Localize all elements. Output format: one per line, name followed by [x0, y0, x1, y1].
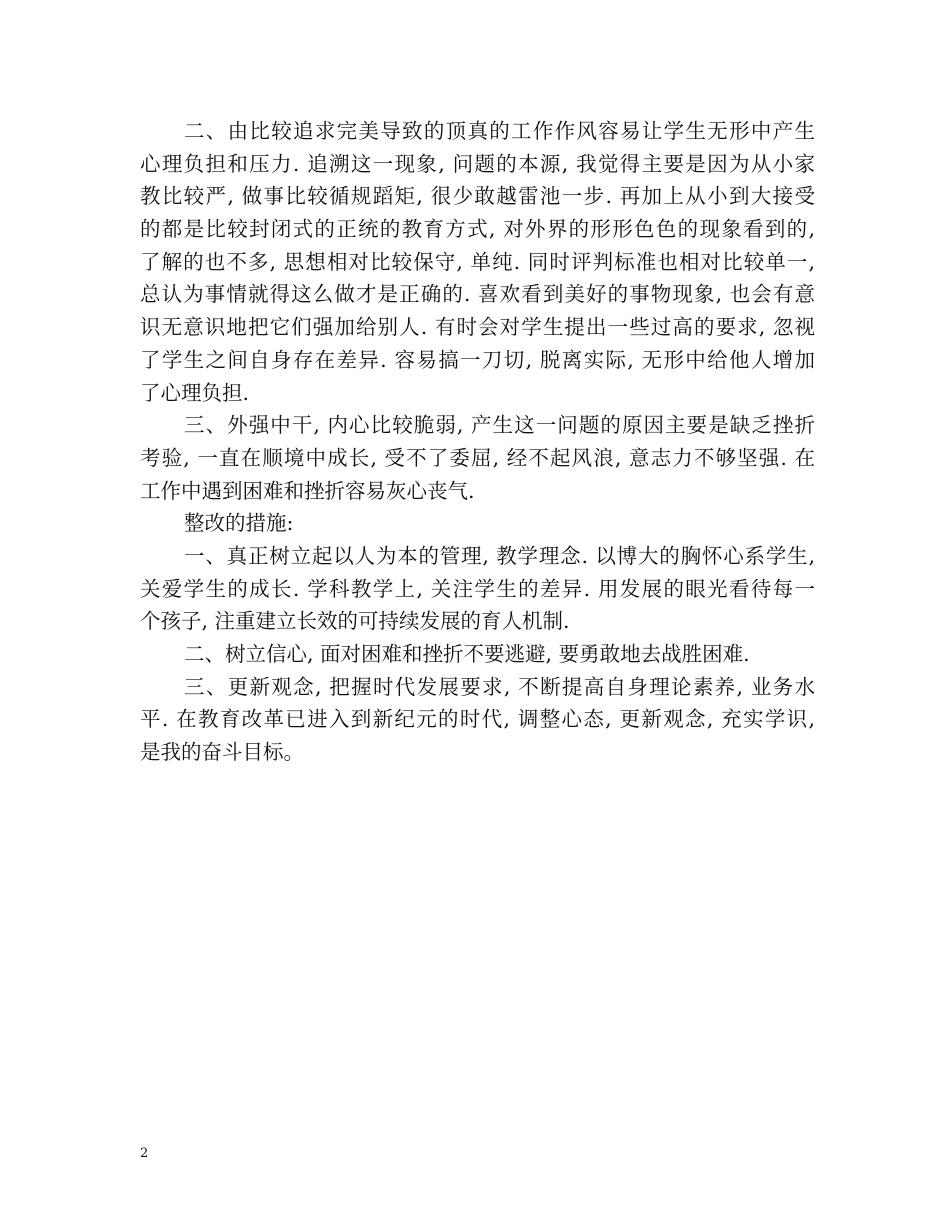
paragraph-line: 一、真正树立起以人为本的管理, 教学理念. 以博大的胸怀心系学生,	[184, 543, 815, 568]
paragraph-line: 个孩子, 注重建立长效的可持续发展的育人机制.	[140, 609, 570, 634]
page-number: 2	[140, 1146, 149, 1161]
paragraph-line: 了心理负担.	[140, 380, 250, 405]
paragraph-line: 整改的措施:	[184, 511, 294, 536]
paragraph-line: 三、更新观念, 把握时代发展要求, 不断提高自身理论素养, 业务水	[184, 674, 815, 699]
paragraph-line: 总认为事情就得这么做才是正确的. 喜欢看到美好的事物现象, 也会有意	[140, 282, 815, 307]
paragraph-line: 工作中遇到困难和挫折容易灰心丧气.	[140, 478, 475, 503]
section-heading-measures	[140, 507, 815, 540]
paragraph-line: 了学生之间自身存在差异. 容易搞一刀切, 脱离实际, 无形中给他人增加	[140, 347, 815, 372]
paragraph-5	[140, 638, 815, 671]
paragraph-line: 二、树立信心, 面对困难和挫折不要逃避, 要勇敢地去战胜困难.	[184, 642, 750, 666]
paragraph-line: 识无意识地把它们强加给别人. 有时会对学生提出一些过高的要求, 忽视	[140, 315, 815, 340]
paragraph-line: 考验, 一直在顺境中成长, 受不了委屈, 经不起风浪, 意志力不够坚强. 在	[140, 445, 815, 470]
paragraph-line: 的都是比较封闭式的正统的教育方式, 对外界的形形色色的现象看到的,	[140, 217, 815, 242]
paragraph-line: 是我的奋斗目标。	[140, 740, 304, 765]
paragraph-1	[140, 115, 815, 409]
paragraph-line: 心理负担和压力. 追溯这一现象, 问题的本源, 我觉得主要是因为从小家	[140, 151, 815, 176]
paragraph-line: 平. 在教育改革已进入到新纪元的时代, 调整心态, 更新观念, 充实学识,	[140, 707, 815, 732]
paragraph-line: 三、外强中干, 内心比较脆弱, 产生这一问题的原因主要是缺乏挫折	[184, 413, 815, 438]
paragraph-line: 了解的也不多, 思想相对比较保守, 单纯. 同时评判标准也相对比较单一,	[140, 249, 815, 274]
paragraph-4	[140, 540, 815, 638]
paragraph-6	[140, 671, 815, 769]
paragraph-2	[140, 409, 815, 507]
paragraph-line: 教比较严, 做事比较循规蹈矩, 很少敢越雷池一步. 再加上从小到大接受	[140, 184, 815, 209]
paragraph-line: 关爱学生的成长. 学科教学上, 关注学生的差异. 用发展的眼光看待每一	[140, 576, 815, 601]
paragraph-line: 二、由比较追求完美导致的顶真的工作作风容易让学生无形中产生	[184, 119, 815, 143]
document-body	[140, 115, 815, 769]
